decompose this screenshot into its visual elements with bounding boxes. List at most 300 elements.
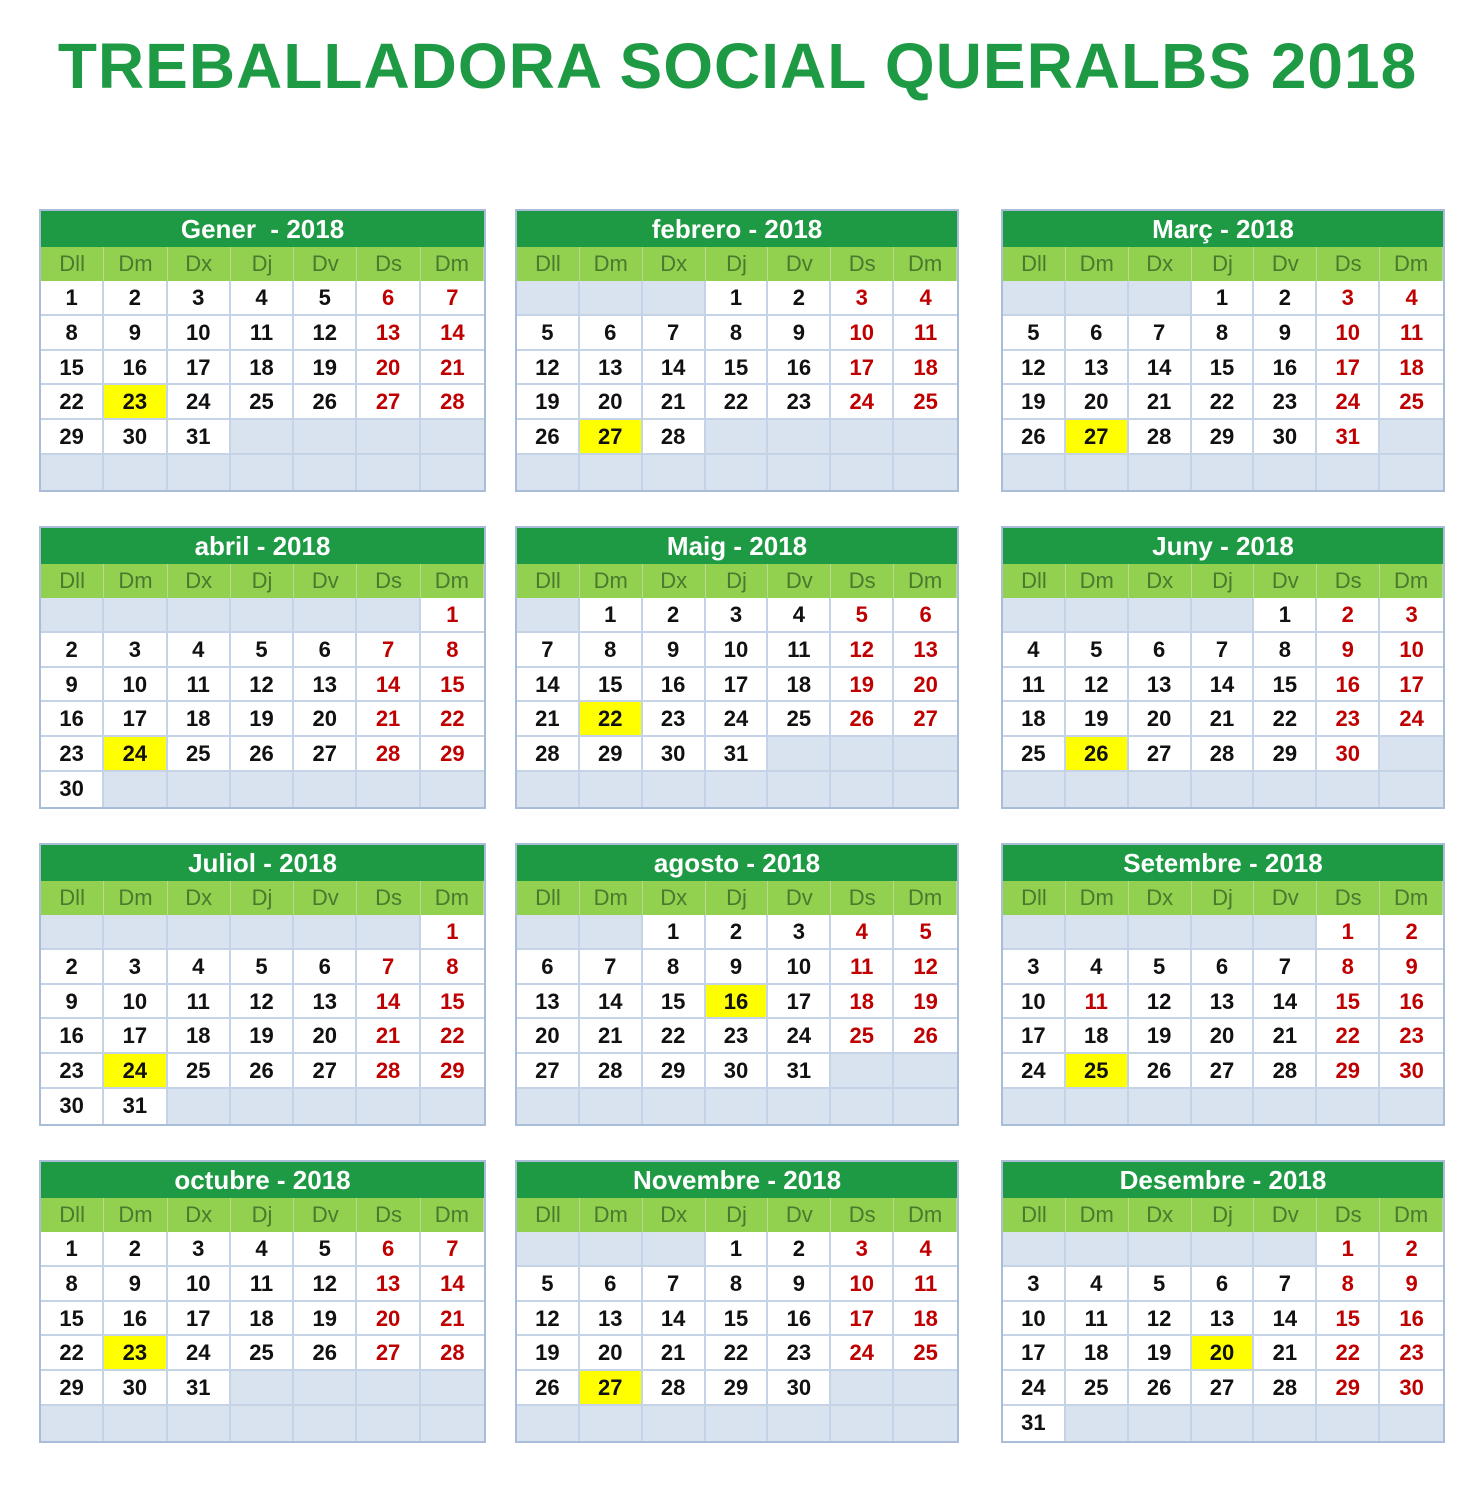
day-cell: 10 bbox=[104, 668, 167, 703]
month-title: Maig - 2018 bbox=[517, 528, 957, 564]
day-cell: 6 bbox=[1192, 950, 1255, 985]
day-cell: 12 bbox=[517, 351, 580, 386]
empty-day-cell bbox=[1066, 281, 1129, 316]
empty-day-cell bbox=[768, 420, 831, 455]
day-cell: 22 bbox=[706, 385, 769, 420]
weekday-header: Dx bbox=[643, 247, 706, 281]
weekday-header: Dv bbox=[294, 1198, 357, 1232]
day-cell: 8 bbox=[1317, 950, 1380, 985]
day-cell: 2 bbox=[41, 950, 104, 985]
day-cell: 1 bbox=[1192, 281, 1255, 316]
day-cell: 25 bbox=[1380, 385, 1443, 420]
weekday-header: Dm bbox=[421, 1198, 484, 1232]
empty-day-cell bbox=[168, 915, 231, 950]
day-cell: 22 bbox=[1317, 1019, 1380, 1054]
day-cell: 3 bbox=[831, 1232, 894, 1267]
day-cell: 21 bbox=[643, 1336, 706, 1371]
day-cell: 15 bbox=[41, 1302, 104, 1337]
day-cell: 16 bbox=[768, 1302, 831, 1337]
day-cell: 12 bbox=[894, 950, 957, 985]
empty-day-cell bbox=[768, 1406, 831, 1441]
day-cell: 8 bbox=[706, 1267, 769, 1302]
empty-day-cell bbox=[1066, 772, 1129, 807]
empty-day-cell bbox=[831, 455, 894, 490]
empty-day-cell bbox=[1129, 598, 1192, 633]
day-cell: 2 bbox=[104, 281, 167, 316]
day-cell: 30 bbox=[1380, 1371, 1443, 1406]
weekday-header: Dll bbox=[1003, 1198, 1066, 1232]
day-cell: 11 bbox=[831, 950, 894, 985]
day-cell: 2 bbox=[643, 598, 706, 633]
empty-day-cell bbox=[1317, 1089, 1380, 1124]
empty-day-cell bbox=[294, 915, 357, 950]
day-cell: 7 bbox=[580, 950, 643, 985]
day-cell: 18 bbox=[831, 985, 894, 1020]
empty-day-cell bbox=[580, 1089, 643, 1124]
day-cell: 18 bbox=[1066, 1336, 1129, 1371]
empty-day-cell bbox=[1317, 455, 1380, 490]
day-cell: 17 bbox=[706, 668, 769, 703]
day-cell: 30 bbox=[1380, 1054, 1443, 1089]
weekday-header: Dj bbox=[706, 247, 769, 281]
day-cell: 27 bbox=[1129, 737, 1192, 772]
day-cell: 14 bbox=[357, 668, 420, 703]
day-cell: 24 bbox=[1003, 1054, 1066, 1089]
empty-day-cell bbox=[294, 1089, 357, 1124]
day-cell: 17 bbox=[831, 351, 894, 386]
day-cell: 23 bbox=[706, 1019, 769, 1054]
weekday-header: Dll bbox=[1003, 564, 1066, 598]
day-cell: 8 bbox=[1254, 633, 1317, 668]
day-cell: 5 bbox=[294, 281, 357, 316]
weekday-header: Ds bbox=[831, 564, 894, 598]
day-cell: 26 bbox=[1129, 1054, 1192, 1089]
day-cell: 4 bbox=[1066, 1267, 1129, 1302]
day-cell: 14 bbox=[421, 316, 484, 351]
day-cell: 1 bbox=[580, 598, 643, 633]
day-cell: 14 bbox=[1254, 1302, 1317, 1337]
weekday-header: Dm bbox=[1066, 564, 1129, 598]
day-cell: 19 bbox=[1066, 702, 1129, 737]
empty-day-cell bbox=[1380, 420, 1443, 455]
day-cell: 5 bbox=[894, 915, 957, 950]
empty-day-cell bbox=[1254, 1232, 1317, 1267]
month-title: febrero - 2018 bbox=[517, 211, 957, 247]
day-cell: 3 bbox=[768, 915, 831, 950]
highlighted-day-cell: 23 bbox=[104, 385, 167, 420]
weekday-header: Dll bbox=[1003, 881, 1066, 915]
weekday-header: Dx bbox=[168, 564, 231, 598]
day-cell: 2 bbox=[706, 915, 769, 950]
day-cell: 19 bbox=[517, 1336, 580, 1371]
day-cell: 20 bbox=[580, 1336, 643, 1371]
day-cell: 27 bbox=[1192, 1371, 1255, 1406]
day-cell: 5 bbox=[1129, 950, 1192, 985]
empty-day-cell bbox=[1192, 1406, 1255, 1441]
day-cell: 26 bbox=[1003, 420, 1066, 455]
day-cell: 17 bbox=[1380, 668, 1443, 703]
weekday-header: Dm bbox=[894, 1198, 957, 1232]
day-cell: 3 bbox=[831, 281, 894, 316]
day-cell: 19 bbox=[294, 351, 357, 386]
day-cell: 24 bbox=[1317, 385, 1380, 420]
empty-day-cell bbox=[517, 455, 580, 490]
empty-day-cell bbox=[1129, 281, 1192, 316]
month-calendar bbox=[1001, 1160, 1445, 1443]
day-cell: 13 bbox=[580, 351, 643, 386]
weekday-header: Ds bbox=[357, 881, 420, 915]
day-cell: 10 bbox=[168, 1267, 231, 1302]
day-cell: 11 bbox=[168, 985, 231, 1020]
empty-day-cell bbox=[831, 1054, 894, 1089]
empty-day-cell bbox=[294, 772, 357, 807]
day-cell: 4 bbox=[168, 633, 231, 668]
day-cell: 11 bbox=[231, 1267, 294, 1302]
day-cell: 2 bbox=[768, 1232, 831, 1267]
day-cell: 1 bbox=[643, 915, 706, 950]
day-cell: 29 bbox=[706, 1371, 769, 1406]
day-cell: 13 bbox=[1129, 668, 1192, 703]
empty-day-cell bbox=[580, 1406, 643, 1441]
weekday-header: Ds bbox=[1317, 1198, 1380, 1232]
weekday-header: Dm bbox=[1380, 247, 1443, 281]
day-cell: 23 bbox=[1254, 385, 1317, 420]
month-calendar bbox=[515, 843, 959, 1126]
day-cell: 18 bbox=[768, 668, 831, 703]
day-cell: 25 bbox=[231, 385, 294, 420]
day-cell: 15 bbox=[1254, 668, 1317, 703]
weekday-header: Dll bbox=[517, 247, 580, 281]
empty-day-cell bbox=[104, 1406, 167, 1441]
day-cell: 16 bbox=[104, 351, 167, 386]
empty-day-cell bbox=[517, 772, 580, 807]
empty-day-cell bbox=[357, 1371, 420, 1406]
day-cell: 17 bbox=[1003, 1019, 1066, 1054]
month-calendar bbox=[515, 1160, 959, 1443]
month-grid bbox=[41, 881, 484, 1124]
day-cell: 1 bbox=[421, 598, 484, 633]
day-cell: 25 bbox=[1003, 737, 1066, 772]
empty-day-cell bbox=[421, 772, 484, 807]
weekday-header: Dm bbox=[1066, 881, 1129, 915]
day-cell: 14 bbox=[1254, 985, 1317, 1020]
day-cell: 20 bbox=[580, 385, 643, 420]
day-cell: 13 bbox=[294, 985, 357, 1020]
empty-day-cell bbox=[1380, 737, 1443, 772]
day-cell: 15 bbox=[1317, 1302, 1380, 1337]
empty-day-cell bbox=[894, 772, 957, 807]
day-cell: 5 bbox=[231, 633, 294, 668]
month-calendar bbox=[39, 1160, 486, 1443]
day-cell: 1 bbox=[706, 281, 769, 316]
day-cell: 26 bbox=[517, 1371, 580, 1406]
weekday-header: Dx bbox=[1129, 247, 1192, 281]
weekday-header: Dv bbox=[294, 881, 357, 915]
empty-day-cell bbox=[231, 420, 294, 455]
day-cell: 4 bbox=[168, 950, 231, 985]
empty-day-cell bbox=[231, 1406, 294, 1441]
day-cell: 18 bbox=[1066, 1019, 1129, 1054]
weekday-header: Dj bbox=[1192, 881, 1255, 915]
empty-day-cell bbox=[231, 455, 294, 490]
empty-day-cell bbox=[580, 281, 643, 316]
day-cell: 8 bbox=[1317, 1267, 1380, 1302]
day-cell: 11 bbox=[1066, 985, 1129, 1020]
weekday-header: Ds bbox=[1317, 564, 1380, 598]
day-cell: 9 bbox=[41, 985, 104, 1020]
day-cell: 11 bbox=[1380, 316, 1443, 351]
day-cell: 4 bbox=[768, 598, 831, 633]
day-cell: 6 bbox=[894, 598, 957, 633]
empty-day-cell bbox=[643, 1089, 706, 1124]
day-cell: 28 bbox=[643, 1371, 706, 1406]
day-cell: 17 bbox=[831, 1302, 894, 1337]
day-cell: 3 bbox=[1380, 598, 1443, 633]
empty-day-cell bbox=[1003, 455, 1066, 490]
empty-day-cell bbox=[1380, 455, 1443, 490]
month-title: Gener - 2018 bbox=[41, 211, 484, 247]
month-title: octubre - 2018 bbox=[41, 1162, 484, 1198]
day-cell: 24 bbox=[1380, 702, 1443, 737]
weekday-header: Dll bbox=[41, 247, 104, 281]
day-cell: 15 bbox=[643, 985, 706, 1020]
month-calendar bbox=[1001, 843, 1445, 1126]
empty-day-cell bbox=[1254, 1089, 1317, 1124]
day-cell: 24 bbox=[706, 702, 769, 737]
day-cell: 26 bbox=[231, 737, 294, 772]
day-cell: 5 bbox=[517, 316, 580, 351]
day-cell: 6 bbox=[1129, 633, 1192, 668]
empty-day-cell bbox=[1380, 1406, 1443, 1441]
day-cell: 21 bbox=[580, 1019, 643, 1054]
empty-day-cell bbox=[1003, 1089, 1066, 1124]
day-cell: 5 bbox=[1129, 1267, 1192, 1302]
weekday-header: Dx bbox=[1129, 1198, 1192, 1232]
weekday-header: Ds bbox=[831, 1198, 894, 1232]
day-cell: 22 bbox=[1254, 702, 1317, 737]
day-cell: 7 bbox=[1129, 316, 1192, 351]
day-cell: 20 bbox=[894, 668, 957, 703]
day-cell: 7 bbox=[643, 316, 706, 351]
empty-day-cell bbox=[41, 1406, 104, 1441]
weekday-header: Ds bbox=[357, 247, 420, 281]
day-cell: 2 bbox=[41, 633, 104, 668]
day-cell: 9 bbox=[643, 633, 706, 668]
day-cell: 6 bbox=[357, 1232, 420, 1267]
day-cell: 21 bbox=[1254, 1336, 1317, 1371]
empty-day-cell bbox=[831, 1406, 894, 1441]
day-cell: 16 bbox=[1254, 351, 1317, 386]
weekday-header: Dm bbox=[1380, 881, 1443, 915]
day-cell: 19 bbox=[831, 668, 894, 703]
day-cell: 8 bbox=[41, 1267, 104, 1302]
month-calendar bbox=[39, 843, 486, 1126]
month-grid bbox=[41, 564, 484, 807]
day-cell: 30 bbox=[41, 772, 104, 807]
day-cell: 18 bbox=[894, 1302, 957, 1337]
day-cell: 19 bbox=[1003, 385, 1066, 420]
day-cell: 28 bbox=[517, 737, 580, 772]
day-cell: 6 bbox=[580, 1267, 643, 1302]
day-cell: 22 bbox=[706, 1336, 769, 1371]
highlighted-day-cell: 26 bbox=[1066, 737, 1129, 772]
empty-day-cell bbox=[517, 1089, 580, 1124]
day-cell: 22 bbox=[41, 385, 104, 420]
day-cell: 19 bbox=[231, 702, 294, 737]
day-cell: 5 bbox=[1066, 633, 1129, 668]
weekday-header: Dm bbox=[104, 564, 167, 598]
empty-day-cell bbox=[1066, 1089, 1129, 1124]
day-cell: 27 bbox=[517, 1054, 580, 1089]
month-title: Juny - 2018 bbox=[1003, 528, 1443, 564]
day-cell: 31 bbox=[706, 737, 769, 772]
empty-day-cell bbox=[421, 420, 484, 455]
weekday-header: Dx bbox=[643, 564, 706, 598]
day-cell: 23 bbox=[1380, 1336, 1443, 1371]
highlighted-day-cell: 24 bbox=[104, 1054, 167, 1089]
day-cell: 15 bbox=[421, 668, 484, 703]
day-cell: 2 bbox=[104, 1232, 167, 1267]
empty-day-cell bbox=[831, 1371, 894, 1406]
empty-day-cell bbox=[1066, 915, 1129, 950]
day-cell: 21 bbox=[357, 702, 420, 737]
day-cell: 29 bbox=[1192, 420, 1255, 455]
empty-day-cell bbox=[517, 598, 580, 633]
day-cell: 10 bbox=[168, 316, 231, 351]
day-cell: 10 bbox=[1380, 633, 1443, 668]
day-cell: 27 bbox=[357, 385, 420, 420]
empty-day-cell bbox=[357, 1089, 420, 1124]
day-cell: 3 bbox=[706, 598, 769, 633]
day-cell: 6 bbox=[517, 950, 580, 985]
empty-day-cell bbox=[580, 772, 643, 807]
day-cell: 27 bbox=[357, 1336, 420, 1371]
day-cell: 15 bbox=[41, 351, 104, 386]
empty-day-cell bbox=[768, 772, 831, 807]
day-cell: 7 bbox=[1192, 633, 1255, 668]
highlighted-day-cell: 27 bbox=[580, 420, 643, 455]
weekday-header: Dv bbox=[1254, 1198, 1317, 1232]
day-cell: 20 bbox=[357, 1302, 420, 1337]
day-cell: 11 bbox=[768, 633, 831, 668]
weekday-header: Dll bbox=[517, 881, 580, 915]
weekday-header: Dm bbox=[421, 564, 484, 598]
empty-day-cell bbox=[1254, 1406, 1317, 1441]
day-cell: 25 bbox=[894, 385, 957, 420]
day-cell: 5 bbox=[1003, 316, 1066, 351]
weekday-header: Dll bbox=[1003, 247, 1066, 281]
empty-day-cell bbox=[706, 1406, 769, 1441]
day-cell: 10 bbox=[768, 950, 831, 985]
month-grid bbox=[1003, 564, 1443, 807]
day-cell: 5 bbox=[231, 950, 294, 985]
day-cell: 15 bbox=[706, 351, 769, 386]
day-cell: 2 bbox=[1380, 1232, 1443, 1267]
month-calendar bbox=[1001, 526, 1445, 809]
day-cell: 12 bbox=[231, 668, 294, 703]
day-cell: 8 bbox=[706, 316, 769, 351]
day-cell: 11 bbox=[1066, 1302, 1129, 1337]
empty-day-cell bbox=[421, 455, 484, 490]
day-cell: 28 bbox=[643, 420, 706, 455]
day-cell: 17 bbox=[104, 702, 167, 737]
day-cell: 13 bbox=[1192, 1302, 1255, 1337]
empty-day-cell bbox=[41, 455, 104, 490]
day-cell: 31 bbox=[1003, 1406, 1066, 1441]
day-cell: 4 bbox=[1003, 633, 1066, 668]
empty-day-cell bbox=[104, 772, 167, 807]
day-cell: 12 bbox=[294, 1267, 357, 1302]
day-cell: 18 bbox=[231, 1302, 294, 1337]
weekday-header: Dll bbox=[41, 564, 104, 598]
weekday-header: Dm bbox=[421, 881, 484, 915]
month-calendar bbox=[515, 209, 959, 492]
empty-day-cell bbox=[706, 1089, 769, 1124]
day-cell: 16 bbox=[41, 702, 104, 737]
day-cell: 4 bbox=[231, 1232, 294, 1267]
empty-day-cell bbox=[831, 737, 894, 772]
day-cell: 26 bbox=[294, 1336, 357, 1371]
day-cell: 20 bbox=[517, 1019, 580, 1054]
day-cell: 17 bbox=[168, 1302, 231, 1337]
day-cell: 24 bbox=[168, 1336, 231, 1371]
empty-day-cell bbox=[1380, 772, 1443, 807]
day-cell: 28 bbox=[357, 1054, 420, 1089]
empty-day-cell bbox=[1129, 915, 1192, 950]
day-cell: 14 bbox=[517, 668, 580, 703]
empty-day-cell bbox=[517, 1406, 580, 1441]
day-cell: 27 bbox=[294, 737, 357, 772]
month-title: Març - 2018 bbox=[1003, 211, 1443, 247]
day-cell: 21 bbox=[1192, 702, 1255, 737]
day-cell: 21 bbox=[1254, 1019, 1317, 1054]
day-cell: 29 bbox=[41, 420, 104, 455]
empty-day-cell bbox=[41, 915, 104, 950]
day-cell: 6 bbox=[1066, 316, 1129, 351]
weekday-header: Dll bbox=[41, 881, 104, 915]
empty-day-cell bbox=[706, 772, 769, 807]
weekday-header: Dm bbox=[421, 247, 484, 281]
empty-day-cell bbox=[41, 598, 104, 633]
day-cell: 23 bbox=[1317, 702, 1380, 737]
day-cell: 25 bbox=[1066, 1371, 1129, 1406]
day-cell: 3 bbox=[1003, 1267, 1066, 1302]
empty-day-cell bbox=[1192, 915, 1255, 950]
day-cell: 4 bbox=[1380, 281, 1443, 316]
day-cell: 26 bbox=[831, 702, 894, 737]
weekday-header: Dx bbox=[643, 881, 706, 915]
day-cell: 5 bbox=[831, 598, 894, 633]
empty-day-cell bbox=[1066, 1232, 1129, 1267]
weekday-header: Dm bbox=[1066, 247, 1129, 281]
day-cell: 6 bbox=[357, 281, 420, 316]
empty-day-cell bbox=[231, 772, 294, 807]
day-cell: 5 bbox=[294, 1232, 357, 1267]
day-cell: 23 bbox=[768, 385, 831, 420]
month-grid bbox=[1003, 247, 1443, 490]
highlighted-day-cell: 20 bbox=[1192, 1336, 1255, 1371]
empty-day-cell bbox=[294, 1406, 357, 1441]
day-cell: 23 bbox=[768, 1336, 831, 1371]
day-cell: 6 bbox=[294, 633, 357, 668]
month-grid bbox=[517, 881, 957, 1124]
day-cell: 10 bbox=[831, 1267, 894, 1302]
day-cell: 21 bbox=[643, 385, 706, 420]
day-cell: 29 bbox=[1317, 1054, 1380, 1089]
weekday-header: Dj bbox=[1192, 564, 1255, 598]
empty-day-cell bbox=[643, 1406, 706, 1441]
month-calendar bbox=[515, 526, 959, 809]
